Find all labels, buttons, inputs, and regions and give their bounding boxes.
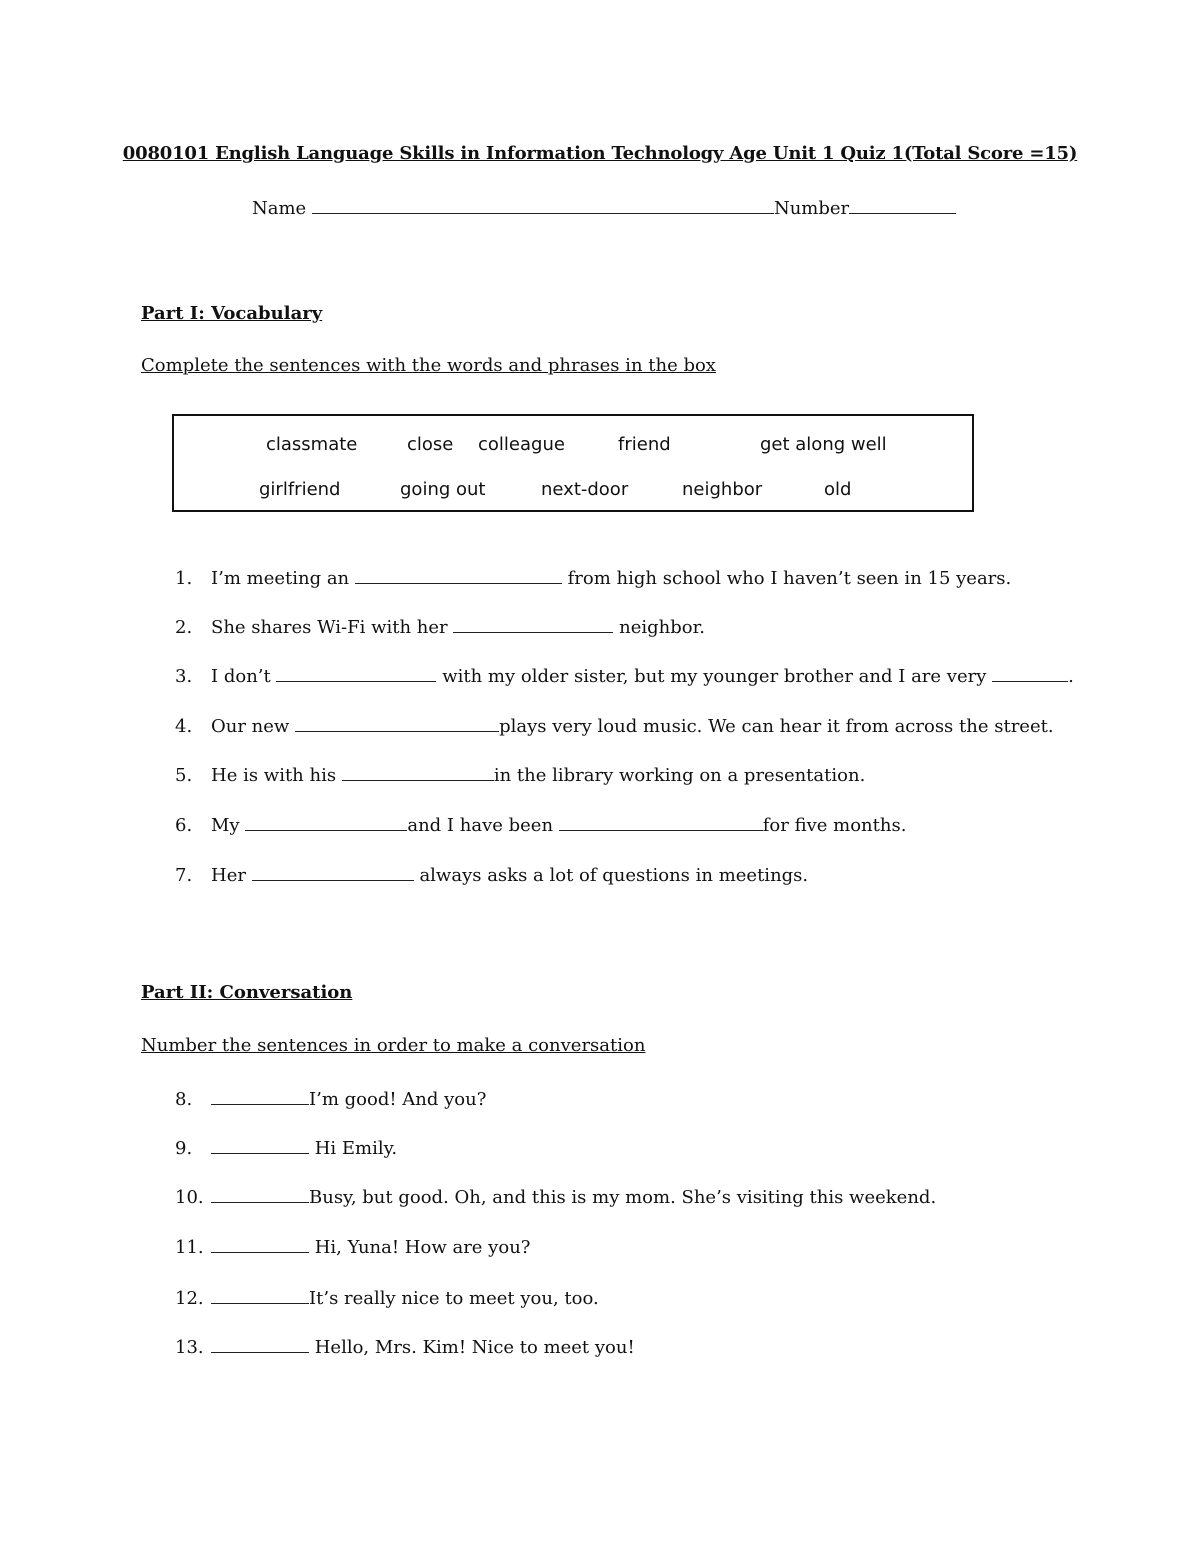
answer-blank[interactable]: [453, 616, 613, 633]
part2-instruction: Number the sentences in order to make a conversation: [141, 1035, 646, 1056]
answer-blank[interactable]: [992, 665, 1068, 682]
question-7: 7. Her always asks a lot of questions in meetings.: [175, 865, 809, 886]
name-blank[interactable]: [312, 197, 774, 214]
conversation-line-12: 12. It’s really nice to meet you, too.: [175, 1288, 599, 1309]
conversation-line-11: 11. Hi, Yuna! How are you?: [175, 1237, 531, 1258]
name-number-row: [252, 197, 956, 219]
word-box: [172, 414, 974, 512]
word-colleague: colleague: [478, 434, 565, 455]
word-neighbor: neighbor: [682, 479, 763, 500]
question-6: 6. My and I have been for five months.: [175, 815, 907, 836]
conversation-line-8: 8. I’m good! And you?: [175, 1089, 487, 1110]
conversation-line-10: 10. Busy, but good. Oh, and this is my mom. She’s visiting this weekend.: [175, 1187, 937, 1208]
quiz-title: 0080101 English Language Skills in Information Technology Age Unit 1 Quiz 1(Total Score =15): [122, 143, 1078, 164]
word-friend: friend: [618, 434, 671, 455]
order-blank[interactable]: [211, 1186, 309, 1203]
conversation-line-13: 13. Hello, Mrs. Kim! Nice to meet you!: [175, 1337, 635, 1358]
number-label: Number: [773, 198, 850, 219]
question-4: 4. Our new plays very loud music. We can hear it from across the street.: [175, 716, 1054, 737]
word-get-along-well: get along well: [760, 434, 887, 455]
part1-heading: Part I: Vocabulary: [141, 303, 323, 324]
answer-blank[interactable]: [342, 764, 494, 781]
question-2: 2. She shares Wi-Fi with her neighbor.: [175, 617, 705, 638]
order-blank[interactable]: [211, 1088, 309, 1105]
word-close: close: [407, 434, 454, 455]
answer-blank[interactable]: [276, 665, 436, 682]
conversation-line-9: 9. Hi Emily.: [175, 1138, 398, 1159]
word-old: old: [824, 479, 852, 500]
part1-instruction: Complete the sentences with the words and phrases in the box: [141, 355, 716, 376]
part2-heading: Part II: Conversation: [141, 982, 353, 1003]
answer-blank[interactable]: [295, 715, 499, 732]
number-blank[interactable]: [849, 197, 956, 214]
word-classmate: classmate: [266, 434, 358, 455]
order-blank[interactable]: [211, 1137, 309, 1154]
answer-blank[interactable]: [355, 567, 562, 584]
question-5: 5. He is with his in the library working on a presentation.: [175, 765, 866, 786]
answer-blank[interactable]: [252, 864, 414, 881]
word-girlfriend: girlfriend: [259, 479, 341, 500]
word-going-out: going out: [400, 479, 486, 500]
question-3: 3. I don’t with my older sister, but my younger brother and I are very .: [175, 666, 1074, 687]
order-blank[interactable]: [211, 1336, 309, 1353]
order-blank[interactable]: [211, 1236, 309, 1253]
answer-blank[interactable]: [559, 814, 763, 831]
order-blank[interactable]: [211, 1287, 309, 1304]
name-label: Name: [252, 198, 307, 219]
answer-blank[interactable]: [245, 814, 407, 831]
word-next-door: next-door: [541, 479, 629, 500]
question-1: 1. I’m meeting an from high school who I haven’t seen in 15 years.: [175, 568, 1012, 589]
